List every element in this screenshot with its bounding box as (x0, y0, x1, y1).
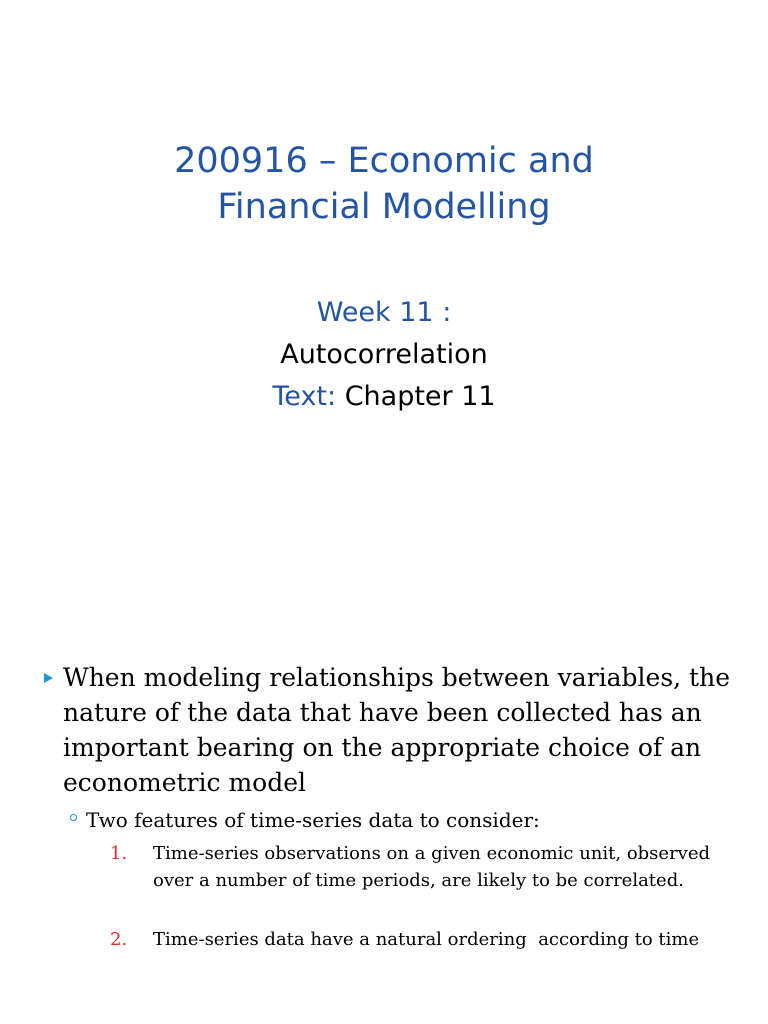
bullet-arrow-icon (44, 673, 53, 683)
bullet-1-line-2: nature of the data that have been collected has an (63, 698, 702, 727)
list-number-1: 1. (110, 843, 128, 864)
text-label: Text: (272, 381, 337, 412)
bullet-1-line-4: econometric model (63, 768, 306, 797)
bullet-level-1 (63, 660, 731, 800)
bullet-1-line-3: important bearing on the appropriate choice of an (63, 733, 702, 762)
title-line-2: Financial Modelling (217, 187, 551, 227)
week-label: Week 11 : (316, 297, 452, 328)
text-value: Chapter 11 (336, 381, 496, 412)
list-item-1-line-2: over a number of time periods, are likely to be correlated. (153, 870, 684, 891)
list-item-1 (153, 840, 743, 894)
bullet-level-2: Two features of time-series data to consider: (86, 808, 540, 832)
list-number-2: 2. (110, 929, 128, 950)
title-line-1: 200916 – Economic and (174, 141, 594, 181)
text-reference (0, 376, 768, 418)
slide-title (0, 138, 768, 230)
topic-label: Autocorrelation (280, 339, 488, 370)
list-item-1-line-1: Time-series observations on a given economic unit, observed (153, 843, 711, 864)
bullet-circle-icon (70, 814, 77, 821)
list-item-2 (153, 926, 743, 953)
slide-subtitle (0, 292, 768, 418)
list-item-2-line-1: Time-series data have a natural ordering according to time (153, 929, 700, 950)
bullet-1-line-1: When modeling relationships between variables, the (63, 663, 731, 692)
